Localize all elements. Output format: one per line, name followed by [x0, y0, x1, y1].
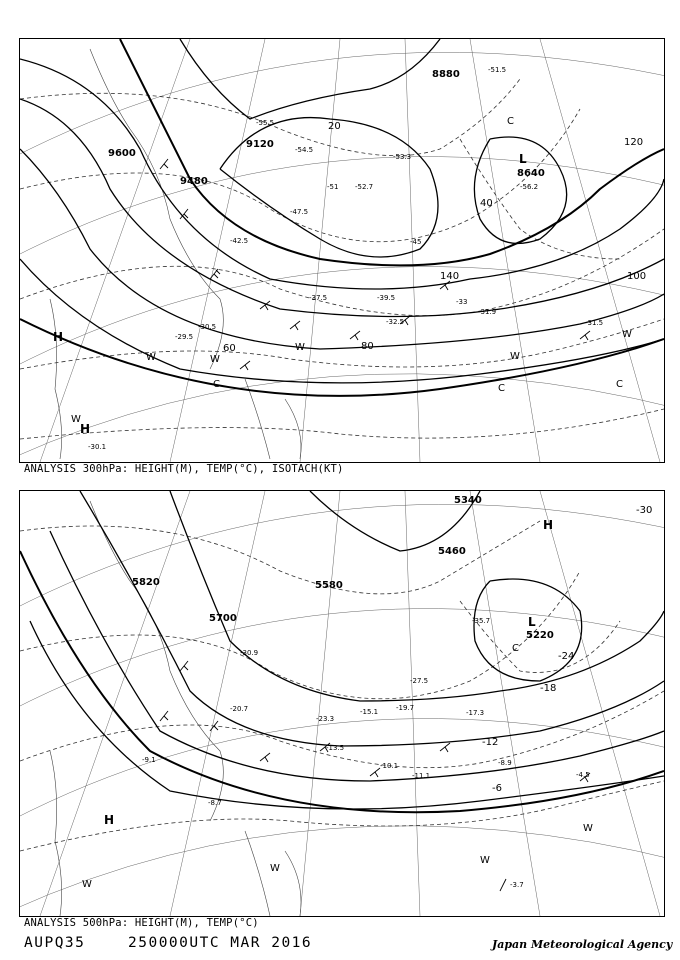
low-center-value: 8640 — [517, 168, 545, 179]
warm-mark: W — [622, 329, 632, 340]
temp-label: -30.5 — [198, 323, 217, 331]
temp-label: -15.1 — [360, 708, 379, 716]
temp-label: -42.5 — [230, 237, 249, 245]
isotherm-label: -6 — [492, 783, 502, 794]
temp-label: -29.5 — [175, 333, 194, 341]
warm-mark: W — [510, 351, 520, 362]
isotach-label: 120 — [624, 137, 644, 148]
map-300hpa-canvas — [20, 39, 664, 462]
height-label: 9600 — [108, 148, 136, 159]
temp-label: -55.5 — [256, 119, 275, 127]
temp-label: -52.7 — [355, 183, 374, 191]
graticule-300 — [20, 39, 664, 462]
temp-label: -11.1 — [412, 772, 431, 780]
height-label: 5340 — [454, 495, 482, 506]
isotach-label: 140 — [440, 271, 460, 282]
temp-label: -30.9 — [240, 649, 259, 657]
height-label: 5700 — [209, 613, 237, 624]
temp-label: -10.1 — [380, 762, 399, 770]
temp-label: -3.7 — [510, 881, 524, 889]
temp-label: -54.5 — [295, 146, 314, 154]
isotherm-label: -12 — [482, 737, 499, 748]
wind-barbs-500 — [160, 661, 590, 891]
warm-mark: W — [270, 863, 280, 874]
cold-mark: C — [616, 379, 623, 390]
temp-label: -53.3 — [393, 153, 412, 161]
chart-id: AUPQ35 — [24, 935, 86, 951]
warm-mark: W — [71, 414, 81, 425]
isotach-label: 40 — [480, 198, 493, 209]
temp-label: -9.1 — [142, 756, 156, 764]
low-center-value: 5220 — [526, 630, 554, 641]
temp-label: -56.2 — [520, 183, 539, 191]
temp-label: -51.5 — [488, 66, 507, 74]
temp-label: -39.5 — [377, 294, 396, 302]
warm-mark: W — [295, 342, 305, 353]
temp-label: -45 — [410, 238, 422, 246]
high-center-mark: H — [53, 330, 64, 344]
low-center-mark: L — [528, 615, 536, 629]
agency-name: Japan Meteorological Agency — [492, 938, 673, 951]
cold-mark: C — [507, 116, 514, 127]
coastline-300 — [50, 49, 301, 459]
height-label: 8880 — [432, 69, 460, 80]
height-contours-300 — [20, 39, 664, 383]
temp-label: -8.9 — [498, 759, 512, 767]
isotach-label: 100 — [627, 271, 647, 282]
temp-label: -4.5 — [576, 771, 590, 779]
temp-label: -30.1 — [88, 443, 107, 451]
map-500hpa-canvas — [20, 491, 664, 916]
temp-label: -31.9 — [478, 308, 497, 316]
temp-label: -23.3 — [316, 715, 335, 723]
temp-label: -47.5 — [290, 208, 309, 216]
warm-mark: W — [583, 823, 593, 834]
isotherm-label: -30 — [636, 505, 653, 516]
height-label: 9480 — [180, 176, 208, 187]
temp-label: -37.5 — [309, 294, 328, 302]
temp-label: -27.5 — [410, 677, 429, 685]
height-contours-500 — [30, 491, 664, 809]
warm-mark: W — [480, 855, 490, 866]
caption-500hpa: ANALYSIS 500hPa: HEIGHT(M), TEMP(°C) — [24, 917, 259, 929]
cold-mark: C — [498, 383, 505, 394]
warm-mark: W — [146, 352, 156, 363]
temp-label: -8.7 — [208, 799, 222, 807]
warm-mark: W — [210, 354, 220, 365]
temp-label: -51 — [327, 183, 339, 191]
high-center-mark: H — [80, 422, 91, 436]
valid-time: 250000UTC MAR 2016 — [128, 935, 313, 951]
temp-label: -32.5 — [386, 318, 405, 326]
cold-mark: C — [512, 643, 519, 654]
jet-core-300 — [20, 39, 664, 396]
isotherm-label: -18 — [540, 683, 557, 694]
height-label: 5580 — [315, 580, 343, 591]
isotherms-300 — [20, 79, 664, 439]
isotach-label: 20 — [328, 121, 341, 132]
height-label: 9120 — [246, 139, 274, 150]
isotherm-label: -24 — [558, 651, 575, 662]
isotherms-500 — [20, 521, 664, 851]
temp-label: -31.5 — [585, 319, 604, 327]
high-center-mark: H — [104, 813, 115, 827]
height-label: 5820 — [132, 577, 160, 588]
isotach-label: 60 — [223, 343, 236, 354]
low-center-mark: L — [519, 152, 527, 166]
cold-mark: C — [213, 379, 220, 390]
caption-300hpa: ANALYSIS 300hPa: HEIGHT(M), TEMP(°C), ISOTACH(KT) — [24, 463, 344, 475]
temp-label: -35.7 — [472, 617, 491, 625]
map-300hpa — [19, 38, 665, 463]
temp-label: -13.5 — [326, 744, 345, 752]
temp-label: -17.3 — [466, 709, 485, 717]
temp-label: -33 — [456, 298, 468, 306]
height-label: 5460 — [438, 546, 466, 557]
temp-label: -19.7 — [396, 704, 415, 712]
isotach-label: 80 — [361, 341, 374, 352]
map-500hpa — [19, 490, 665, 917]
temp-label: -20.7 — [230, 705, 249, 713]
high-center-mark: H — [543, 518, 554, 532]
warm-mark: W — [82, 879, 92, 890]
